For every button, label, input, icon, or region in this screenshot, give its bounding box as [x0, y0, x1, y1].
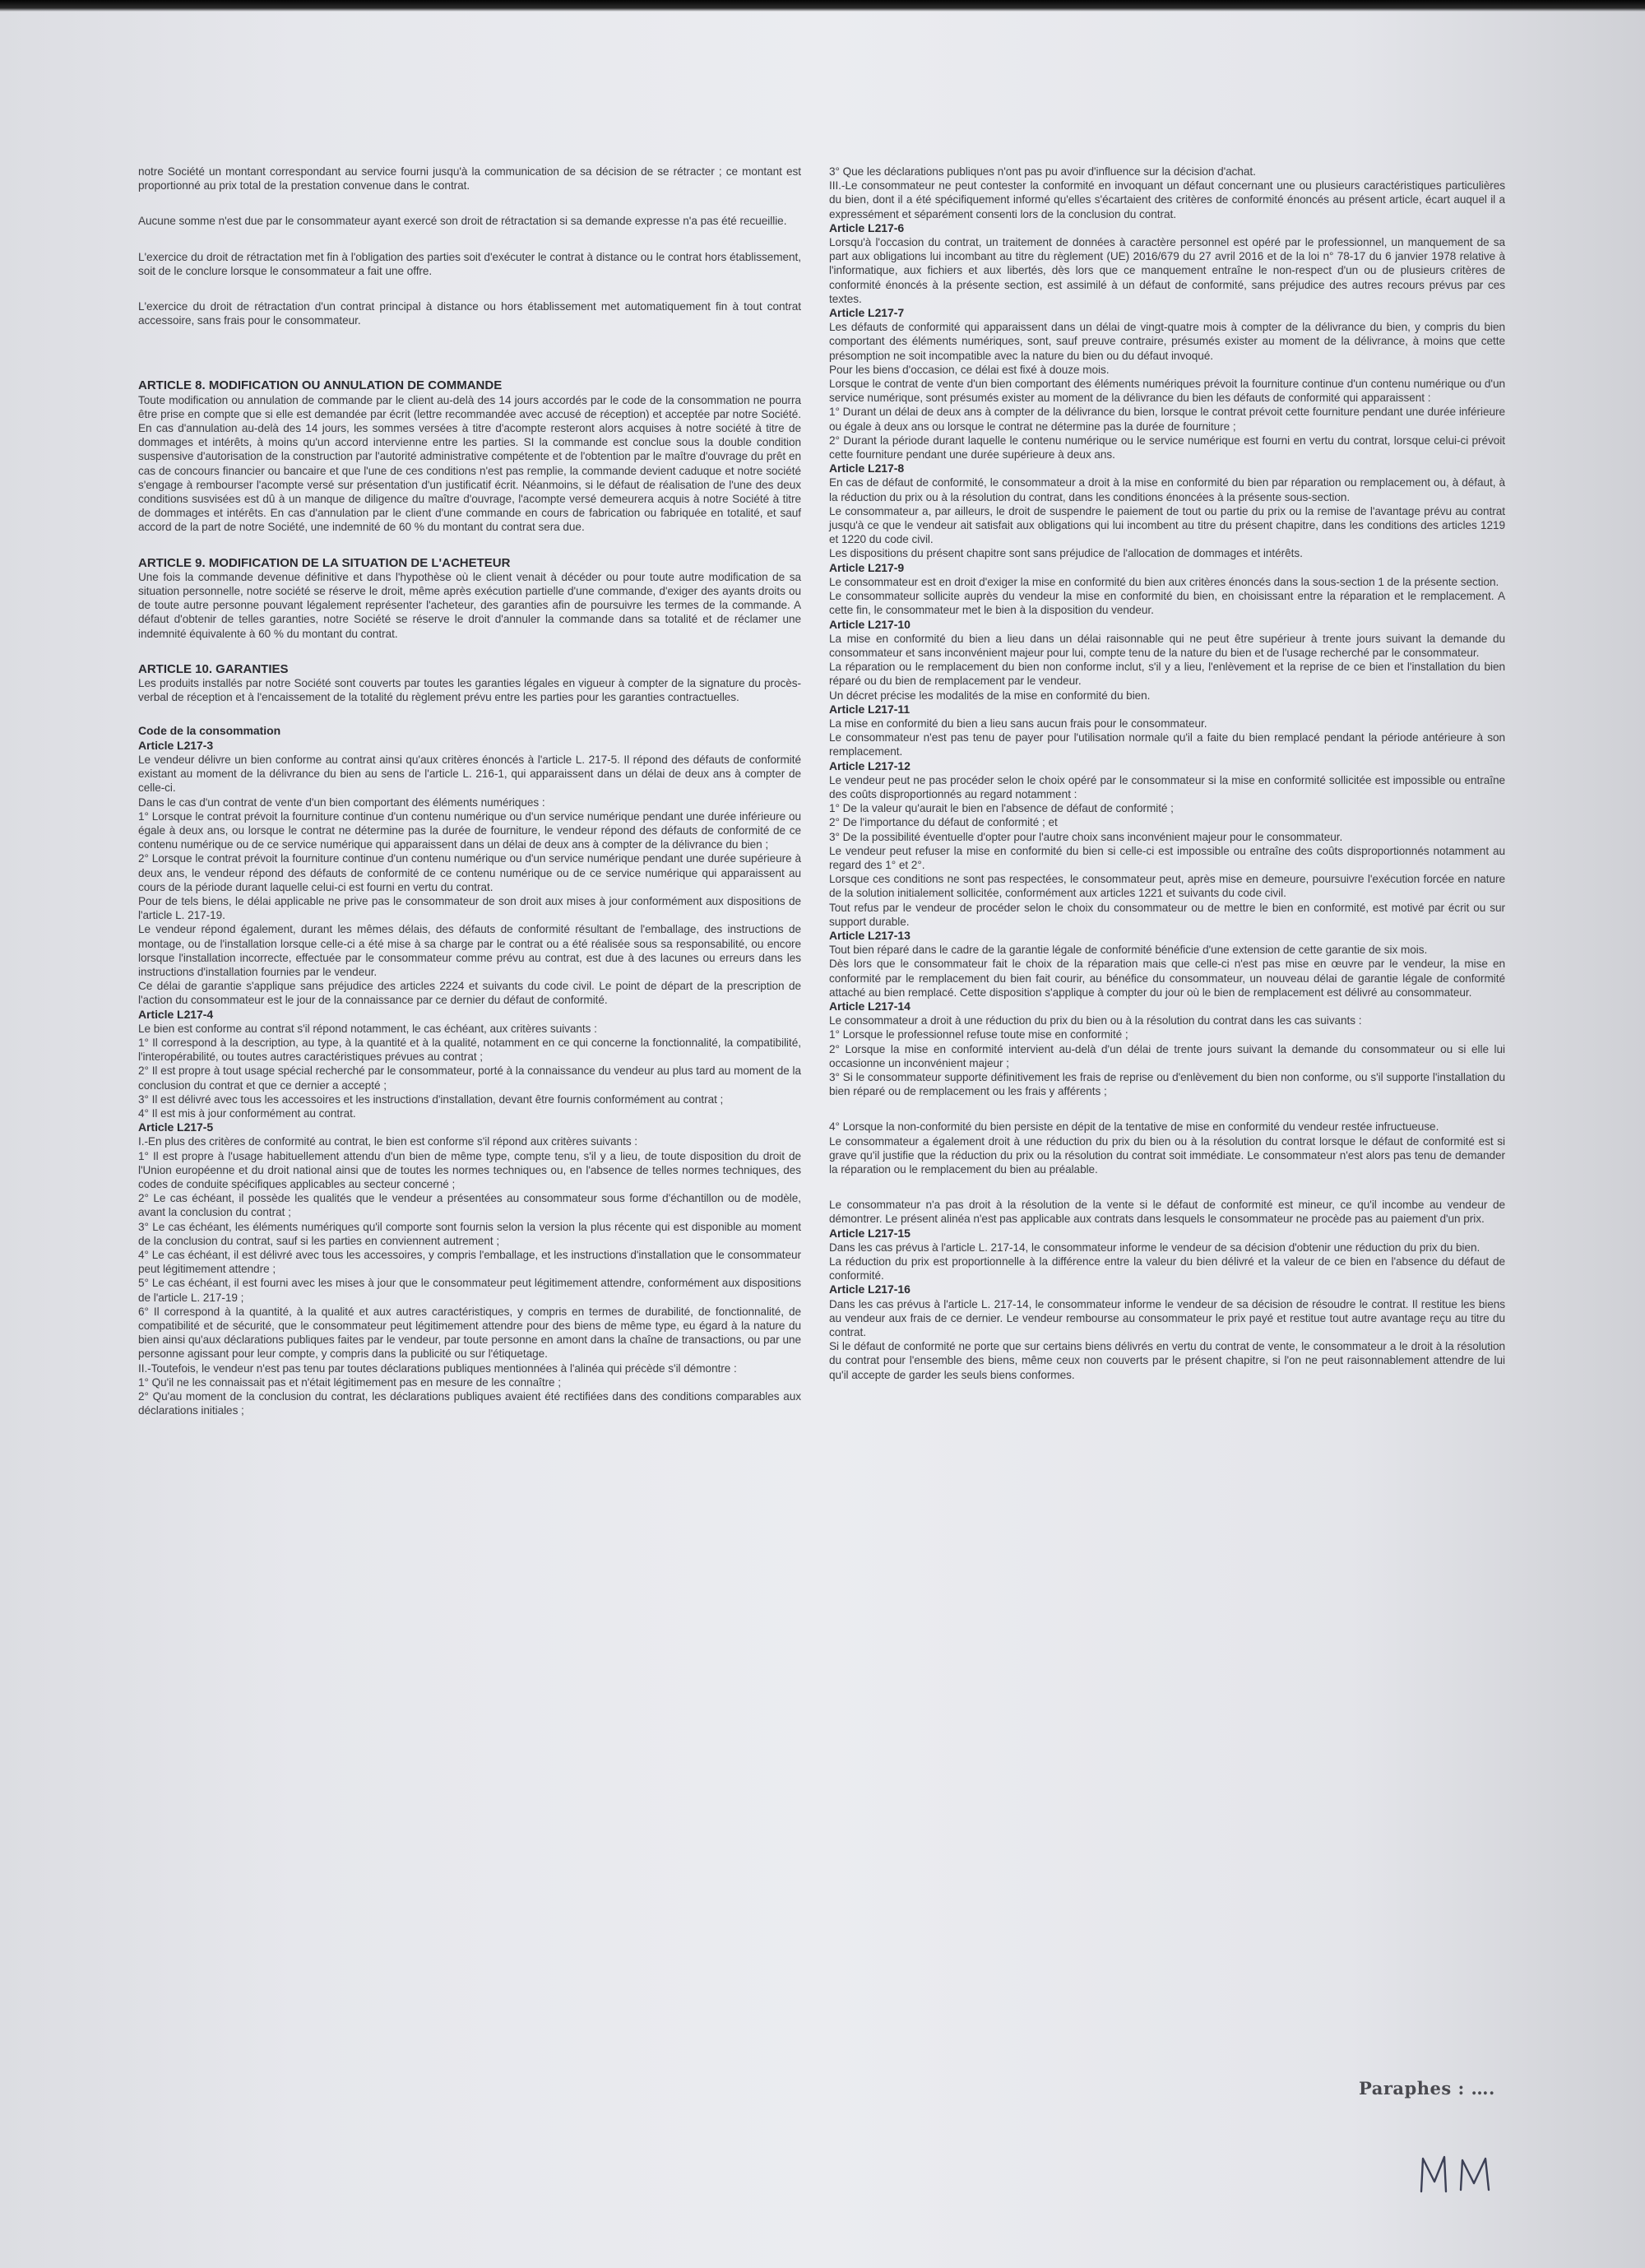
- right-heading: Article L217-9: [829, 560, 905, 574]
- left-paragraph: 2° Qu'au moment de la conclusion du contrat, les déclarations publiques avaient été rectifiées dans des conditions comparables aux déclarations initiales ;: [138, 1390, 801, 1417]
- left-column: [138, 165, 801, 1417]
- right-heading: Article L217-7: [829, 306, 905, 320]
- left-heading: Code de la consommation: [138, 724, 281, 738]
- right-column: [829, 165, 1505, 1382]
- right-paragraph: Le consommateur n'est pas tenu de payer pour l'utilisation normale qu'il a faite du bien remplacé pendant la période antérieure à son remplacement.: [829, 731, 1505, 758]
- right-paragraph: La mise en conformité du bien a lieu sans aucun frais pour le consommateur.: [829, 717, 1207, 730]
- right-paragraph: Dès lors que le consommateur fait le choix de la réparation mais que celle-ci n'est pas mise en œuvre par le vendeur, la mise en conformité par le remplacement du bien fait courir, au bénéfice du consommateur, un nouveau délai de garantie légale de conformité attaché au bien remplacé. Cette disposition s'applique à compter du jour où le bien de remplacement est délivré au consommateur.: [829, 958, 1505, 999]
- left-paragraph: L'exercice du droit de rétractation d'un contrat principal à distance ou hors établissement met automatiquement fin à tout contrat accessoire, sans frais pour le consommateur.: [138, 300, 801, 327]
- right-heading: Article L217-13: [829, 928, 911, 942]
- left-paragraph: Dans le cas d'un contrat de vente d'un bien comportant des éléments numériques :: [138, 795, 545, 809]
- right-paragraph: Le consommateur a droit à une réduction du prix du bien ou à la résolution du contrat dans les cas suivants :: [829, 1014, 1362, 1027]
- right-heading: Article L217-15: [829, 1226, 911, 1240]
- right-heading: Article L217-6: [829, 220, 905, 234]
- right-heading: Article L217-12: [829, 758, 911, 772]
- right-paragraph: Tout bien réparé dans le cadre de la garantie légale de conformité bénéficie d'une extension de cette garantie de six mois.: [829, 944, 1428, 957]
- left-paragraph: 2° Il est propre à tout usage spécial recherché par le consommateur, porté à la connaissance du vendeur au plus tard au moment de la conclusion du contrat et que ce dernier a accepté ;: [138, 1064, 801, 1092]
- left-paragraph: 4° Il est mis à jour conformément au contrat.: [138, 1106, 356, 1120]
- left-paragraph: Une fois la commande devenue définitive et dans l'hypothèse où le client venait à décéder ou pour toute autre modification de sa situation personnelle, notre société se réserve le droit, même après exécution partielle d'une commande, d'exiger des ayants droits ou de toute autre personne pouvant légalement représenter l'acheteur, des garanties afin de poursuivre les termes de la commande. A défaut d'obtenir de telles garanties, notre Société se réserve le droit d'annuler la commande dans sa totalité et de réclamer une indemnité équivalente à 60 % du montant du contrat.: [138, 570, 801, 640]
- right-heading: Article L217-8: [829, 461, 905, 475]
- right-heading: Article L217-16: [829, 1282, 911, 1296]
- right-paragraph: III.-Le consommateur ne peut contester la conformité en invoquant un défaut concernant une ou plusieurs caractéristiques particulières du bien, dont il a été spécifiquement informé qu'elles s'écartaient des critères de conformité énoncés au présent article, écart auquel il a expressément et séparément consenti lors de la conclusion du contrat.: [829, 179, 1505, 220]
- right-paragraph: Si le défaut de conformité ne porte que sur certains biens délivrés en vertu du contrat de vente, le consommateur a le droit à la résolution du contrat pour l'ensemble des biens, même ceux non couverts par le présent chapitre, si l'on ne peut raisonnablement attendre de lui qu'il accepte de garder les seuls biens conformes.: [829, 1340, 1505, 1381]
- left-paragraph: 2° Lorsque le contrat prévoit la fourniture continue d'un contenu numérique ou d'un service numérique pendant une durée supérieure à deux ans, le vendeur répond des défauts de conformité de ce contenu numérique ou de ce service numérique qui apparaissent au cours de la période durant laquelle celui-ci est fourni en vertu du contrat.: [138, 852, 801, 893]
- left-paragraph: Toute modification ou annulation de commande par le client au-delà des 14 jours accordés par le code de la consommation ne pourra être prise en compte que si elle est demandée par écrit (lettre recommandée avec accusé de réception) et acceptée par notre Société. En cas d'annulation au-delà des 14 jours, les sommes versées à titre d'acompte resteront alors acquises à notre société à titre de dommages et intérêts, à moins qu'un accord intervienne entre les parties. SI la commande est conclue sous la double condition suspensive d'autorisation de la construction par l'autorité administrative compétente et de l'obtention par le maître d'ouvrage du prêt en cas de concours financier ou bancaire et que l'une de ces conditions n'est pas remplie, la commande devient caduque et notre société s'engage à rembourser l'acompte versé sur présentation d'un justificatif écrit. Néanmoins, si le défaut de réalisation de l'une des deux conditions susvisées est dû à un manque de diligence du maître d'ouvrage, l'acompte versé demeurera acquis à notre Société à titre de dommages et intérêts. En cas d'annulation par le client d'une commande en cours de fabrication ou fabriquée en totalité, et sauf accord de la part de notre Société, une indemnité de 60 % du montant du contrat sera due.: [138, 393, 801, 534]
- left-heading: Article L217-3: [138, 738, 214, 752]
- right-paragraph: 3° De la possibilité éventuelle d'opter pour l'autre choix sans inconvénient majeur pour le consommateur.: [829, 830, 1343, 843]
- left-paragraph: II.-Toutefois, le vendeur n'est pas tenu par toutes déclarations publiques mentionnées à l'alinéa qui précède s'il démontre :: [138, 1361, 737, 1375]
- left-paragraph: Ce délai de garantie s'applique sans préjudice des articles 2224 et suivants du code civil. Le point de départ de la prescription de l'action du consommateur est le jour de la connaissance par ce dernier du défaut de conformité.: [138, 980, 801, 1007]
- left-paragraph: 1° Qu'il ne les connaissait pas et n'était légitimement pas en mesure de les connaître ;: [138, 1375, 562, 1389]
- right-paragraph: 1° Durant un délai de deux ans à compter de la délivrance du bien, lorsque le contrat prévoit cette fourniture pendant une durée inférieure ou égale à deux ans ou lorsque le contrat ne détermine pas la durée de fourniture ;: [829, 406, 1505, 433]
- left-heading: ARTICLE 9. MODIFICATION DE LA SITUATION DE L'ACHETEUR: [138, 555, 511, 570]
- left-heading: Article L217-4: [138, 1007, 214, 1021]
- left-paragraph: Pour de tels biens, le délai applicable ne prive pas le consommateur de son droit aux mises à jour conformément aux dispositions de l'article L. 217-19.: [138, 894, 801, 922]
- right-paragraph: Le consommateur est en droit d'exiger la mise en conformité du bien aux critères énoncés dans la sous-section 1 de la présente section.: [829, 575, 1499, 588]
- left-paragraph: 6° Il correspond à la quantité, à la qualité et aux autres caractéristiques, y compris en termes de durabilité, de fonctionnalité, de compatibilité et de sécurité, que le consommateur peut légitimement attendre pour des biens de même type, eu égard à la nature du bien ainsi qu'aux déclarations publiques faites par le vendeur, par toute personne en amont dans la chaîne de transactions, ou par une personne agissant pour leur compte, y compris dans la publicité ou sur l'étiquetage.: [138, 1305, 801, 1361]
- right-paragraph: Lorsqu'à l'occasion du contrat, un traitement de données à caractère personnel est opéré par le professionnel, un manquement de sa part aux obligations lui incombant au titre du règlement (UE) 2016/679 du 27 avril 2016 et de la loi n° 78-17 du 6 janvier 1978 relative à l'informatique, aux fichiers et aux libertés, dès lors que ce manquement entraîne le non-respect d'un ou de plusieurs critères de conformité énoncés à la présente section, est assimilé à un défaut de conformité, sans préjudice des autres recours prévus par ces textes.: [829, 236, 1505, 305]
- right-paragraph: Pour les biens d'occasion, ce délai est fixé à douze mois.: [829, 363, 1110, 376]
- right-paragraph: Les défauts de conformité qui apparaissent dans un délai de vingt-quatre mois à compter de la délivrance du bien, y compris du bien comportant des éléments numériques, sont, sauf preuve contraire, présumés exister au moment de la délivrance, à moins que cette présomption ne soit incompatible avec la nature du bien ou du défaut invoqué.: [829, 321, 1505, 362]
- right-paragraph: En cas de défaut de conformité, le consommateur a droit à la mise en conformité du bien par réparation ou remplacement ou, à défaut, à la réduction du prix ou à la résolution du contrat, dans les conditions énoncées à la présente sous-section.: [829, 476, 1505, 503]
- initials-signature: [1416, 2149, 1507, 2198]
- left-heading: Article L217-5: [138, 1120, 214, 1134]
- left-heading: ARTICLE 10. GARANTIES: [138, 661, 289, 676]
- left-paragraph: 1° Il est propre à l'usage habituellement attendu d'un bien de même type, compte tenu, s'il y a lieu, de toute disposition du droit de l'Union européenne et du droit national ainsi que de toutes les normes techniques ou, en l'absence de telles normes techniques, des codes de conduite spécifiques applicables au secteur concerné ;: [138, 1149, 801, 1190]
- right-paragraph: 4° Lorsque la non-conformité du bien persiste en dépit de la tentative de mise en conformité du vendeur restée infructueuse.: [829, 1120, 1439, 1134]
- right-heading: Article L217-14: [829, 999, 911, 1013]
- right-paragraph: Tout refus par le vendeur de procéder selon le choix du consommateur ou de mettre le bien en conformité, est motivé par écrit ou sur support durable.: [829, 901, 1505, 928]
- right-paragraph: 2° Lorsque la mise en conformité intervient au-delà d'un délai de trente jours suivant la demande du consommateur ou si elle lui occasionne un inconvénient majeur ;: [829, 1042, 1505, 1069]
- right-paragraph: La mise en conformité du bien a lieu dans un délai raisonnable qui ne peut être supérieur à trente jours suivant la demande du consommateur et sans inconvénient majeur pour lui, compte tenu de la nature du bien et de l'usage recherché par le consommateur.: [829, 632, 1505, 659]
- right-paragraph: La réparation ou le remplacement du bien non conforme inclut, s'il y a lieu, l'enlèvement et la reprise de ce bien et l'installation du bien réparé ou du bien de remplacement par le vendeur.: [829, 661, 1505, 688]
- right-paragraph: Dans les cas prévus à l'article L. 217-14, le consommateur informe le vendeur de sa décision de résoudre le contrat. Il restitue les biens au vendeur aux frais de ce dernier. Le vendeur rembourse au consommateur le prix payé et restitue tout autre avantage reçu au titre du contrat.: [829, 1297, 1505, 1339]
- right-paragraph: Le vendeur peut ne pas procéder selon le choix opéré par le consommateur si la mise en conformité sollicitée est impossible ou entraîne des coûts disproportionnés au regard notamment :: [829, 773, 1505, 800]
- left-paragraph: 2° Le cas échéant, il possède les qualités que le vendeur a présentées au consommateur sous forme d'échantillon ou de modèle, avant la conclusion du contrat ;: [138, 1192, 801, 1219]
- scan-top-edge: [0, 0, 1645, 12]
- right-paragraph: 1° Lorsque le professionnel refuse toute mise en conformité ;: [829, 1028, 1128, 1041]
- left-paragraph: 4° Le cas échéant, il est délivré avec tous les accessoires, y compris l'emballage, et les instructions d'installation que le consommateur peut légitimement attendre ;: [138, 1249, 801, 1276]
- right-paragraph: Le consommateur a, par ailleurs, le droit de suspendre le paiement de tout ou partie du prix ou la remise de l'avantage prévu au contrat jusqu'à ce que le vendeur ait satisfait aux obligations qui lui incombent au titre du présent chapitre, dans les conditions des articles 1219 et 1220 du code civil.: [829, 504, 1505, 546]
- left-paragraph: Le bien est conforme au contrat s'il répond notamment, le cas échéant, aux critères suivants :: [138, 1022, 597, 1035]
- left-paragraph: I.-En plus des critères de conformité au contrat, le bien est conforme s'il répond aux critères suivants :: [138, 1135, 638, 1148]
- left-paragraph: notre Société un montant correspondant au service fourni jusqu'à la communication de sa décision de se rétracter ; ce montant est proportionné au prix total de la prestation convenue dans le contrat.: [138, 165, 801, 192]
- right-paragraph: Lorsque le contrat de vente d'un bien comportant des éléments numériques prévoit la fourniture continue d'un contenu numérique ou d'un service numérique, sont présumés exister au moment de la délivrance du bien les défauts de conformité qui apparaissent :: [829, 378, 1505, 405]
- left-paragraph: Le vendeur délivre un bien conforme au contrat ainsi qu'aux critères énoncés à l'article L. 217-5. Il répond des défauts de conformité existant au moment de la délivrance du bien au sens de l'article L. 216-1, qui apparaissent dans un délai de deux ans à compter de celle-ci.: [138, 753, 801, 795]
- left-paragraph: 1° Il correspond à la description, au type, à la quantité et à la qualité, notamment en ce qui concerne la fonctionnalité, la compatibilité, l'interopérabilité, ou toutes autres caractéristiques prévues au contrat ;: [138, 1036, 801, 1064]
- right-paragraph: La réduction du prix est proportionnelle à la différence entre la valeur du bien délivré et la valeur de ce bien en l'absence du défaut de conformité.: [829, 1255, 1505, 1282]
- left-paragraph: Aucune somme n'est due par le consommateur ayant exercé son droit de rétractation si sa demande expresse n'a pas été recueillie.: [138, 215, 787, 228]
- left-paragraph: 1° Lorsque le contrat prévoit la fourniture continue d'un contenu numérique ou d'un service numérique pendant une durée inférieure ou égale à deux ans, ou lorsque le contrat ne détermine pas la durée de fourniture, le vendeur répond des défauts de conformité de ce contenu numérique ou de ce service numérique qui apparaissent dans un délai de deux ans à compter de la délivrance du bien ;: [138, 809, 801, 851]
- right-paragraph: Le consommateur a également droit à une réduction du prix du bien ou à la résolution du contrat lorsque le défaut de conformité est si grave qu'il justifie que la réduction du prix ou la résolution du contrat soit immédiate. Le consommateur n'est alors pas tenu de demander la réparation ou le remplacement du bien au préalable.: [829, 1134, 1505, 1176]
- right-heading: Article L217-11: [829, 702, 911, 716]
- right-paragraph: Les dispositions du présent chapitre sont sans préjudice de l'allocation de dommages et intérêts.: [829, 547, 1303, 560]
- right-paragraph: 1° De la valeur qu'aurait le bien en l'absence de défaut de conformité ;: [829, 802, 1174, 815]
- right-paragraph: 3° Que les déclarations publiques n'ont pas pu avoir d'influence sur la décision d'achat.: [829, 165, 1256, 178]
- right-paragraph: 3° Si le consommateur supporte définitivement les frais de reprise ou d'enlèvement du bien non conforme, ou s'il supporte l'installation du bien réparé ou de remplacement ou les frais y afférents ;: [829, 1071, 1505, 1098]
- left-heading: ARTICLE 8. MODIFICATION OU ANNULATION DE COMMANDE: [138, 378, 503, 393]
- left-paragraph: Le vendeur répond également, durant les mêmes délais, des défauts de conformité résultant de l'emballage, des instructions de montage, ou de l'installation lorsque celle-ci a été mise à sa charge par le contrat ou a été réalisée sous sa responsabilité, ou encore lorsque l'installation incorrecte, effectuée par le consommateur comme prévu au contrat, est due à des lacunes ou erreurs dans les instructions d'installation fournies par le vendeur.: [138, 923, 801, 978]
- left-paragraph: L'exercice du droit de rétractation met fin à l'obligation des parties soit d'exécuter le contrat à distance ou le contrat hors établissement, soit de le conclure lorsque le consommateur a fait une offre.: [138, 250, 801, 277]
- right-heading: Article L217-10: [829, 617, 911, 631]
- right-paragraph: Le consommateur sollicite auprès du vendeur la mise en conformité du bien, en choisissant entre la réparation et le remplacement. A cette fin, le consommateur met le bien à la disposition du vendeur.: [829, 590, 1505, 617]
- left-paragraph: 3° Le cas échéant, les éléments numériques qu'il comporte sont fournis selon la version la plus récente qui est disponible au moment de la conclusion du contrat, sauf si les parties en conviennent autrement ;: [138, 1220, 801, 1247]
- paraphes-label: Paraphes : ….: [1359, 2078, 1495, 2099]
- right-paragraph: Lorsque ces conditions ne sont pas respectées, le consommateur peut, après mise en demeure, poursuivre l'exécution forcée en nature de la solution initialement sollicitée, conformément aux articles 1221 et suivants du code civil.: [829, 873, 1505, 900]
- left-paragraph: 5° Le cas échéant, il est fourni avec les mises à jour que le consommateur peut légitimement attendre, conformément aux dispositions de l'article L. 217-19 ;: [138, 1277, 801, 1304]
- right-paragraph: Le vendeur peut refuser la mise en conformité du bien si celle-ci est impossible ou entraîne des coûts disproportionnés notamment au regard des 1° et 2°.: [829, 844, 1505, 871]
- right-paragraph: Un décret précise les modalités de la mise en conformité du bien.: [829, 689, 1151, 702]
- right-paragraph: Dans les cas prévus à l'article L. 217-14, le consommateur informe le vendeur de sa décision d'obtenir une réduction du prix du bien.: [829, 1241, 1480, 1254]
- right-paragraph: 2° Durant la période durant laquelle le contenu numérique ou le service numérique est fourni en vertu du contrat, lorsque celui-ci prévoit cette fourniture pendant une durée supérieure à deux ans.: [829, 434, 1505, 461]
- left-paragraph: 3° Il est délivré avec tous les accessoires et les instructions d'installation, devant être fournis conformément au contrat ;: [138, 1092, 724, 1106]
- right-paragraph: 2° De l'importance du défaut de conformité ; et: [829, 816, 1058, 829]
- right-paragraph: Le consommateur n'a pas droit à la résolution de la vente si le défaut de conformité est mineur, ce qu'il incombe au vendeur de démontrer. Le présent alinéa n'est pas applicable aux contrats dans lesquels le consommateur ne procède pas au paiement d'un prix.: [829, 1199, 1505, 1226]
- left-paragraph: Les produits installés par notre Société sont couverts par toutes les garanties légales en vigueur à compter de la signature du procès-verbal de réception et à l'encaissement de la totalité du règlement prévu entre les parties pour les garanties contractuelles.: [138, 677, 801, 704]
